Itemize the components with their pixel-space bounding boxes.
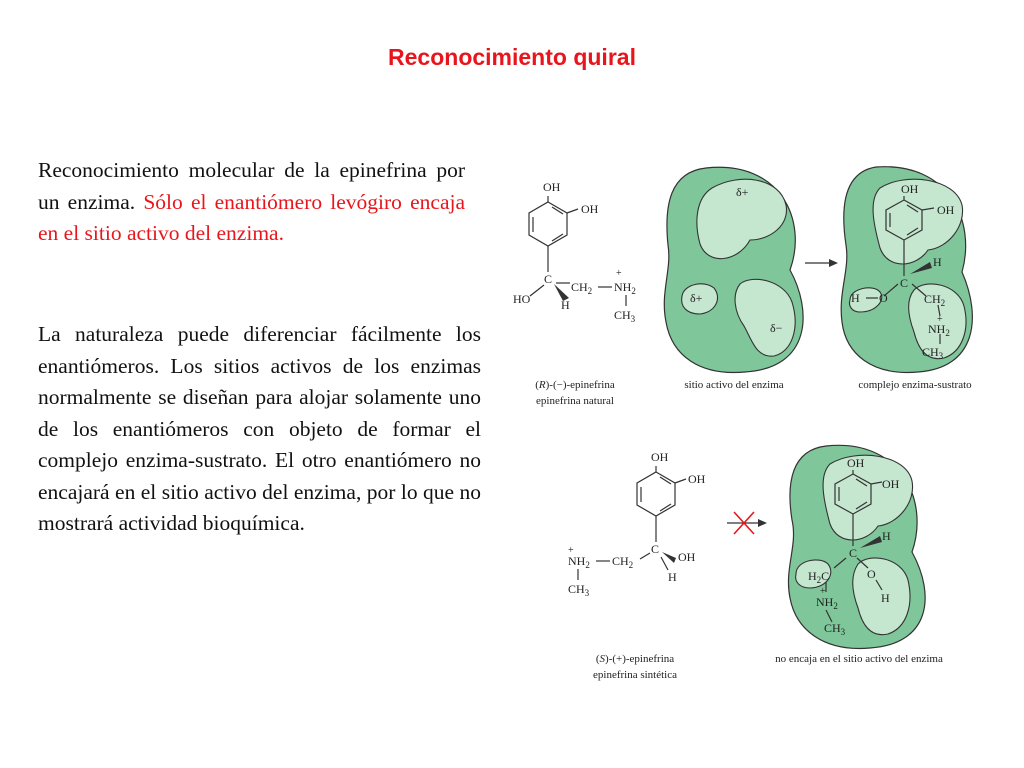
subscript: 2 [940, 298, 946, 308]
intro-highlight: Sólo el enantiómero levógiro encaja en el sitio activo del enzima. [38, 189, 466, 245]
body-paragraph: La naturaleza puede diferenciar fácilmente los enantiómeros. Los sitios activos de los enzimas normalmente se diseñan para alojar solamente uno de los enantiómeros con objeto de formar el complejo enzima-sustrato. El otro enantiómero no encajará en el sitio activo del enzima, por lo que no mostrará actividad bioquímica. [38, 322, 481, 535]
subscript: 2 [833, 601, 838, 611]
enzyme-no-fit [788, 445, 925, 648]
subscript: 3 [584, 588, 590, 598]
atom-label: OH [937, 203, 955, 217]
atom-label: CH [614, 308, 631, 322]
atom-label: H [808, 569, 817, 583]
caption-part: R [538, 379, 546, 391]
caption-r-epinephrine [535, 379, 615, 391]
benzene-ring [529, 202, 567, 246]
atom-label: H [851, 291, 860, 305]
no-fit-cross-arrow [727, 512, 767, 534]
atom-label: CH [924, 292, 941, 306]
atom-label: NH [928, 322, 946, 336]
charge-label: + [820, 586, 826, 597]
subscript: 2 [631, 286, 636, 296]
atom-label [614, 308, 636, 324]
enzyme-active-site [664, 167, 803, 372]
atom-label: O [867, 567, 876, 581]
charge-label: + [937, 314, 943, 325]
atom-label: OH [678, 550, 696, 564]
atom-label: C [651, 542, 660, 556]
caption-no-fit: no encaja en el sitio activo del enzima [775, 653, 943, 665]
subscript: 3 [840, 627, 846, 637]
atom-label: H [561, 298, 570, 312]
atom-label: HO [513, 292, 531, 306]
enzyme-figure [500, 150, 1000, 690]
intro-paragraph [38, 155, 465, 250]
caption-part: ( [535, 379, 539, 391]
atom-label: CH [571, 280, 588, 294]
subscript: 2 [945, 328, 950, 338]
atom-label: CH [922, 345, 939, 359]
subscript: 2 [816, 575, 822, 585]
atom-label: C [849, 546, 858, 560]
subscript: 3 [938, 351, 944, 361]
charge-label: δ− [770, 321, 783, 335]
atom-label: OH [882, 477, 900, 491]
atom-label: O [879, 291, 888, 305]
charge-label: + [616, 268, 622, 279]
atom-label [568, 554, 590, 570]
reaction-arrow [805, 259, 838, 267]
atom-label: OH [581, 202, 599, 216]
charge-label: δ+ [690, 291, 703, 305]
atom-label [571, 280, 592, 296]
atom-label: OH [688, 472, 706, 486]
atom-label: NH [568, 554, 586, 568]
subscript: 2 [585, 560, 590, 570]
subscript: 2 [587, 286, 593, 296]
caption-part: )-(−)-epinefrina [545, 379, 615, 391]
atom-label: CH [824, 621, 841, 635]
caption-s-epinephrine [596, 653, 674, 665]
atom-label: C [544, 272, 553, 286]
atom-label: C [900, 276, 909, 290]
atom-label: NH [816, 595, 834, 609]
slide-title: Reconocimiento quiral [388, 44, 636, 70]
top-molecule-text [513, 180, 636, 324]
enzyme-substrate-complex [841, 167, 972, 373]
atom-label: CH [568, 582, 585, 596]
atom-label [614, 280, 636, 296]
atom-label: H [882, 529, 891, 543]
caption-active-site: sitio activo del enzima [684, 379, 784, 391]
caption-complex: complejo enzima-sustrato [858, 379, 972, 391]
caption-part: S [599, 653, 606, 665]
atom-label: OH [901, 182, 919, 196]
atom-label [568, 582, 590, 598]
atom-label: C [821, 569, 830, 583]
subscript: 3 [630, 314, 636, 324]
atom-label: H [881, 591, 890, 605]
atom-label: CH [612, 554, 629, 568]
atom-label [612, 554, 633, 570]
caption-synthetic-epinephrine: epinefrina sintética [593, 669, 677, 681]
atom-label: NH [614, 280, 632, 294]
atom-label: OH [651, 450, 669, 464]
charge-label: δ+ [736, 185, 749, 199]
caption-part: )-(+)-epinefrina [605, 653, 675, 665]
atom-label: H [668, 570, 677, 584]
charge-label: + [568, 545, 574, 556]
atom-label: OH [847, 456, 865, 470]
caption-natural-epinephrine: epinefrina natural [536, 395, 614, 407]
intro-text: Reconocimiento molecular de la epinefrina por un enzima. [38, 158, 465, 214]
atom-label: OH [543, 180, 561, 194]
atom-label: H [933, 255, 942, 269]
caption-part: ( [595, 653, 600, 665]
subscript: 2 [628, 560, 634, 570]
